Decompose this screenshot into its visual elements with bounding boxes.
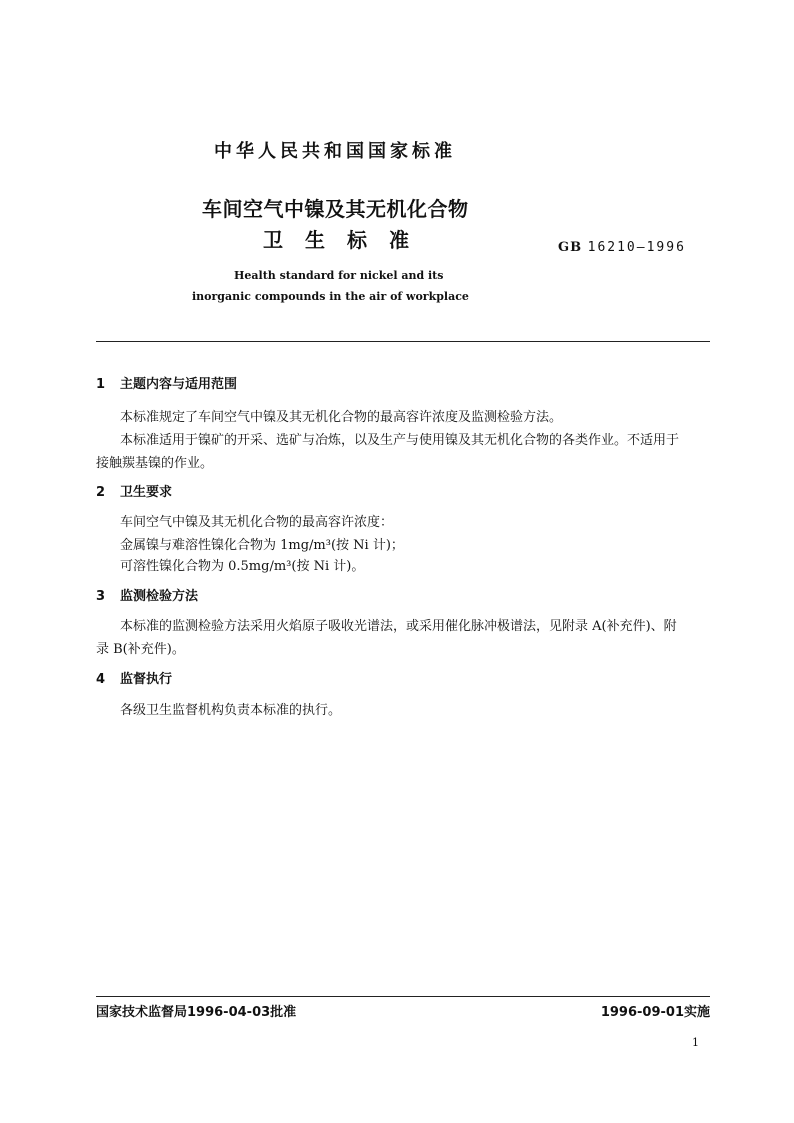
header-divider	[96, 341, 710, 342]
paragraph: 金属镍与难溶性镍化合物为 1mg/m³(按 Ni 计)；	[120, 538, 404, 553]
section-title: 主题内容与适用范围	[120, 377, 238, 392]
document-title-english-line1: Health standard for nickel and its	[234, 269, 444, 282]
section-heading	[96, 378, 237, 391]
document-title-chinese-line2: 卫生标准	[263, 228, 431, 252]
document-title-english-line2: inorganic compounds in the air of workplace	[192, 290, 469, 303]
section-title: 监督执行	[120, 672, 173, 687]
paragraph: 本标准适用于镍矿的开采、选矿与冶炼，以及生产与使用镍及其无机化合物的各类作业。不适用于	[120, 433, 680, 448]
paragraph: 本标准的监测检验方法采用火焰原子吸收光谱法，或采用催化脉冲极谱法，见附录 A(补充件)、附	[120, 619, 677, 634]
paragraph: 各级卫生监督机构负责本标准的执行。	[120, 703, 342, 718]
paragraph: 车间空气中镍及其无机化合物的最高容许浓度：	[120, 515, 394, 530]
effective-date: 1996-09-01实施	[600, 1005, 710, 1020]
issuing-organization-title: 中华人民共和国国家标准	[214, 141, 456, 162]
standard-code: 16210—1996	[587, 240, 686, 255]
footer-divider	[96, 996, 710, 997]
page-number: 1	[692, 1036, 699, 1049]
section-heading	[96, 673, 172, 686]
section-title: 监测检验方法	[120, 589, 199, 604]
section-number: 2	[96, 485, 106, 500]
section-number: 4	[96, 672, 106, 687]
section-title: 卫生要求	[120, 485, 173, 500]
section-number: 1	[96, 377, 106, 392]
paragraph: 录 B(补充件)。	[96, 642, 185, 657]
paragraph: 本标准规定了车间空气中镍及其无机化合物的最高容许浓度及监测检验方法。	[120, 410, 563, 425]
section-heading	[96, 590, 198, 603]
standard-number	[558, 241, 686, 254]
section-heading	[96, 486, 172, 499]
paragraph: 可溶性镍化合物为 0.5mg/m³(按 Ni 计)。	[120, 559, 365, 574]
document-title-chinese-line1: 车间空气中镍及其无机化合物	[202, 197, 469, 221]
paragraph: 接触羰基镍的作业。	[96, 456, 214, 471]
section-number: 3	[96, 589, 106, 604]
standard-prefix: GB	[558, 240, 583, 255]
approval-date: 国家技术监督局1996-04-03批准	[96, 1005, 297, 1020]
